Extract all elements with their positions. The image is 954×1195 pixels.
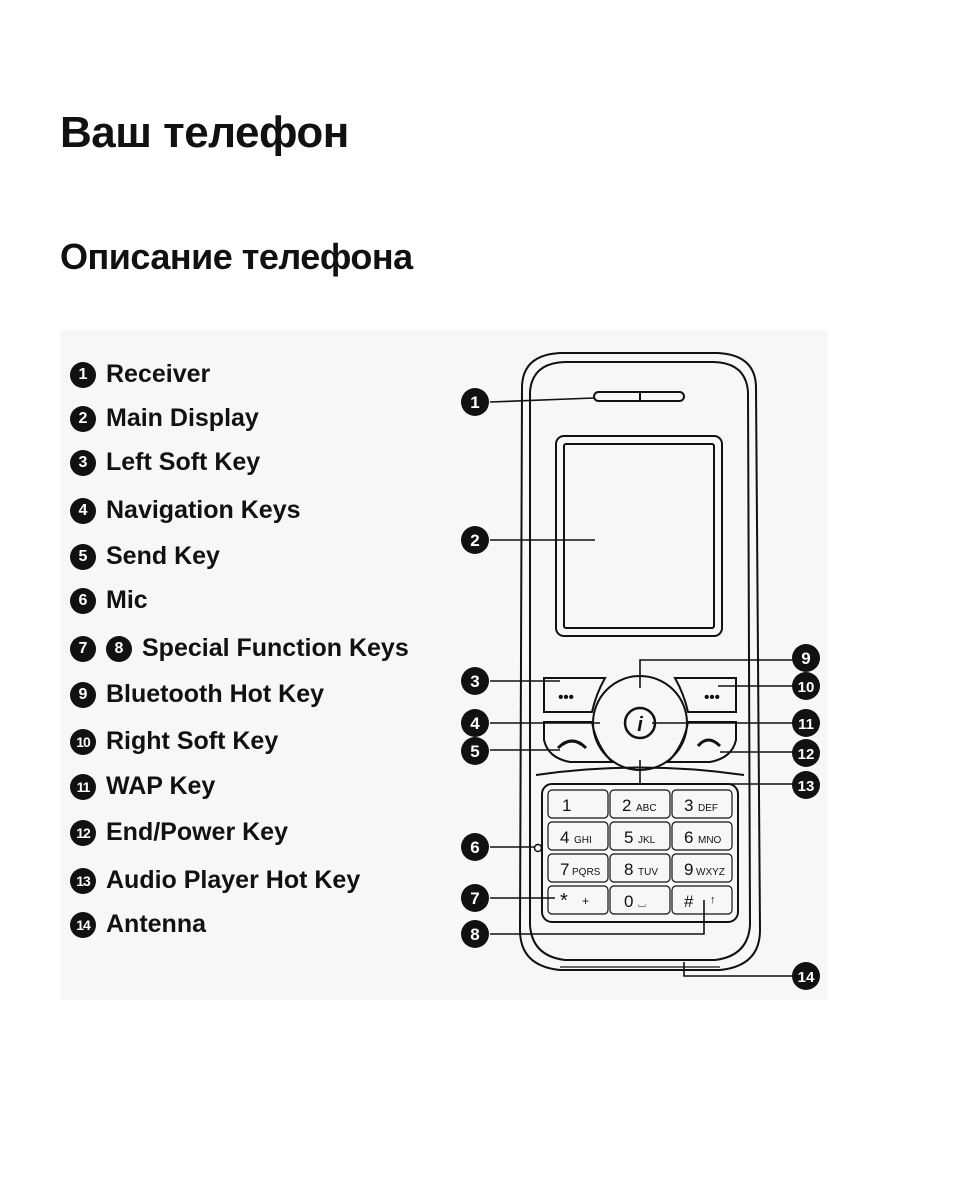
legend-label: Audio Player Hot Key [106,866,361,894]
page-subtitle: Описание телефона [60,236,413,277]
legend-label: Main Display [106,404,259,432]
key-letters: ↑ [710,894,716,906]
callout-number: 3 [470,672,480,691]
phone-diagram [440,340,840,1000]
legend-label: Mic [106,586,148,614]
callout-number: 6 [470,838,480,857]
number-badge: 11 [70,774,96,800]
number-badge: 3 [70,450,96,476]
callout-14 [792,962,820,990]
number-badge: 4 [70,498,96,524]
legend-item-receiver [70,360,210,389]
callout-2 [461,526,489,554]
callout-10 [792,672,820,700]
number-badge: 9 [70,682,96,708]
key-digit: 0 [624,892,634,911]
legend-item-audio-player-hot-key [70,866,360,895]
key-digit: 2 [622,796,632,815]
callout-number: 4 [470,714,480,733]
callout-13 [792,771,820,799]
right-soft-key-dots: ••• [704,689,720,706]
legend-item-special-function-keys [70,634,409,663]
legend-item-mic [70,586,148,615]
callout-number: 13 [797,778,815,795]
legend-label: End/Power Key [106,818,288,846]
legend-item-send-key [70,542,220,571]
callout-5 [461,737,489,765]
key-digit: 9 [684,860,694,879]
key-digit: 1 [562,796,572,815]
key-letters: MNO [698,835,722,846]
legend-label: Left Soft Key [106,448,261,476]
end-key-icon [698,740,720,746]
callout-6 [461,833,489,861]
key-letters: ABC [636,803,657,814]
key-digit: 6 [684,828,694,847]
callout-number: 10 [797,679,815,696]
callout-7 [461,884,489,912]
legend-label: Right Soft Key [106,727,279,755]
key-digit: 5 [624,828,634,847]
key-letters: ⌴ [638,899,646,910]
key-letters: PQRS [572,867,601,878]
legend-label: Antenna [106,910,206,938]
key-letters: WXYZ [696,867,725,878]
key-digit: 3 [684,796,694,815]
callout-3 [461,667,489,695]
key-letters: GHI [574,835,592,846]
number-badge: 10 [70,729,96,755]
number-badge: 8 [106,636,132,662]
legend-item-wap-key [70,772,215,801]
legend-item-main-display [70,404,259,433]
key-letters: TUV [638,867,658,878]
key-letters: DEF [698,803,718,814]
legend-item-right-soft-key [70,727,278,756]
key-digit: # [684,892,694,911]
callout-number: 7 [470,889,480,908]
number-badge: 5 [70,544,96,570]
number-badge: 1 [70,362,96,388]
number-badge: 2 [70,406,96,432]
callout-number: 12 [797,746,815,763]
key-digit: 7 [560,860,570,879]
number-badge: 6 [70,588,96,614]
callout-12 [792,739,820,767]
legend-label: Special Function Keys [142,634,409,662]
callout-number: 14 [797,969,815,986]
callout-11 [792,709,820,737]
legend-item-antenna [70,910,206,939]
legend-label: Bluetooth Hot Key [106,680,325,708]
number-badge: 13 [70,868,96,894]
callout-1 [461,388,489,416]
legend-item-bluetooth-hot-key [70,680,324,709]
legend-item-navigation-keys [70,496,301,525]
key-letters: + [582,894,590,908]
callout-4 [461,709,489,737]
send-key-icon [558,741,586,748]
page-title: Ваш телефон [60,108,349,157]
key-letters: JKL [638,835,656,846]
legend-label: Send Key [106,542,220,570]
callout-number: 9 [801,649,811,668]
legend-label: WAP Key [106,772,216,800]
callout-8 [461,920,489,948]
legend-item-left-soft-key [70,448,260,477]
legend-item-end-power-key [70,818,288,847]
number-badge: 14 [70,912,96,938]
callout-number: 2 [470,531,480,550]
callout-9 [792,644,820,672]
number-badge: 7 [70,636,96,662]
main-display-screen [564,444,714,628]
callout-number: 5 [470,742,480,761]
key-digit: 4 [560,828,570,847]
number-badge: 12 [70,820,96,846]
wap-key-glyph: i [637,714,643,736]
key-digit: * [560,890,568,912]
key-digit: 8 [624,860,634,879]
left-soft-key-dots: ••• [558,689,574,706]
mic-hole [535,845,542,852]
legend-label: Navigation Keys [106,496,301,524]
callout-number: 1 [470,393,480,412]
main-display-bezel [556,436,722,636]
callout-number: 11 [798,716,814,733]
callout-number: 8 [470,925,480,944]
legend-label: Receiver [106,360,211,388]
